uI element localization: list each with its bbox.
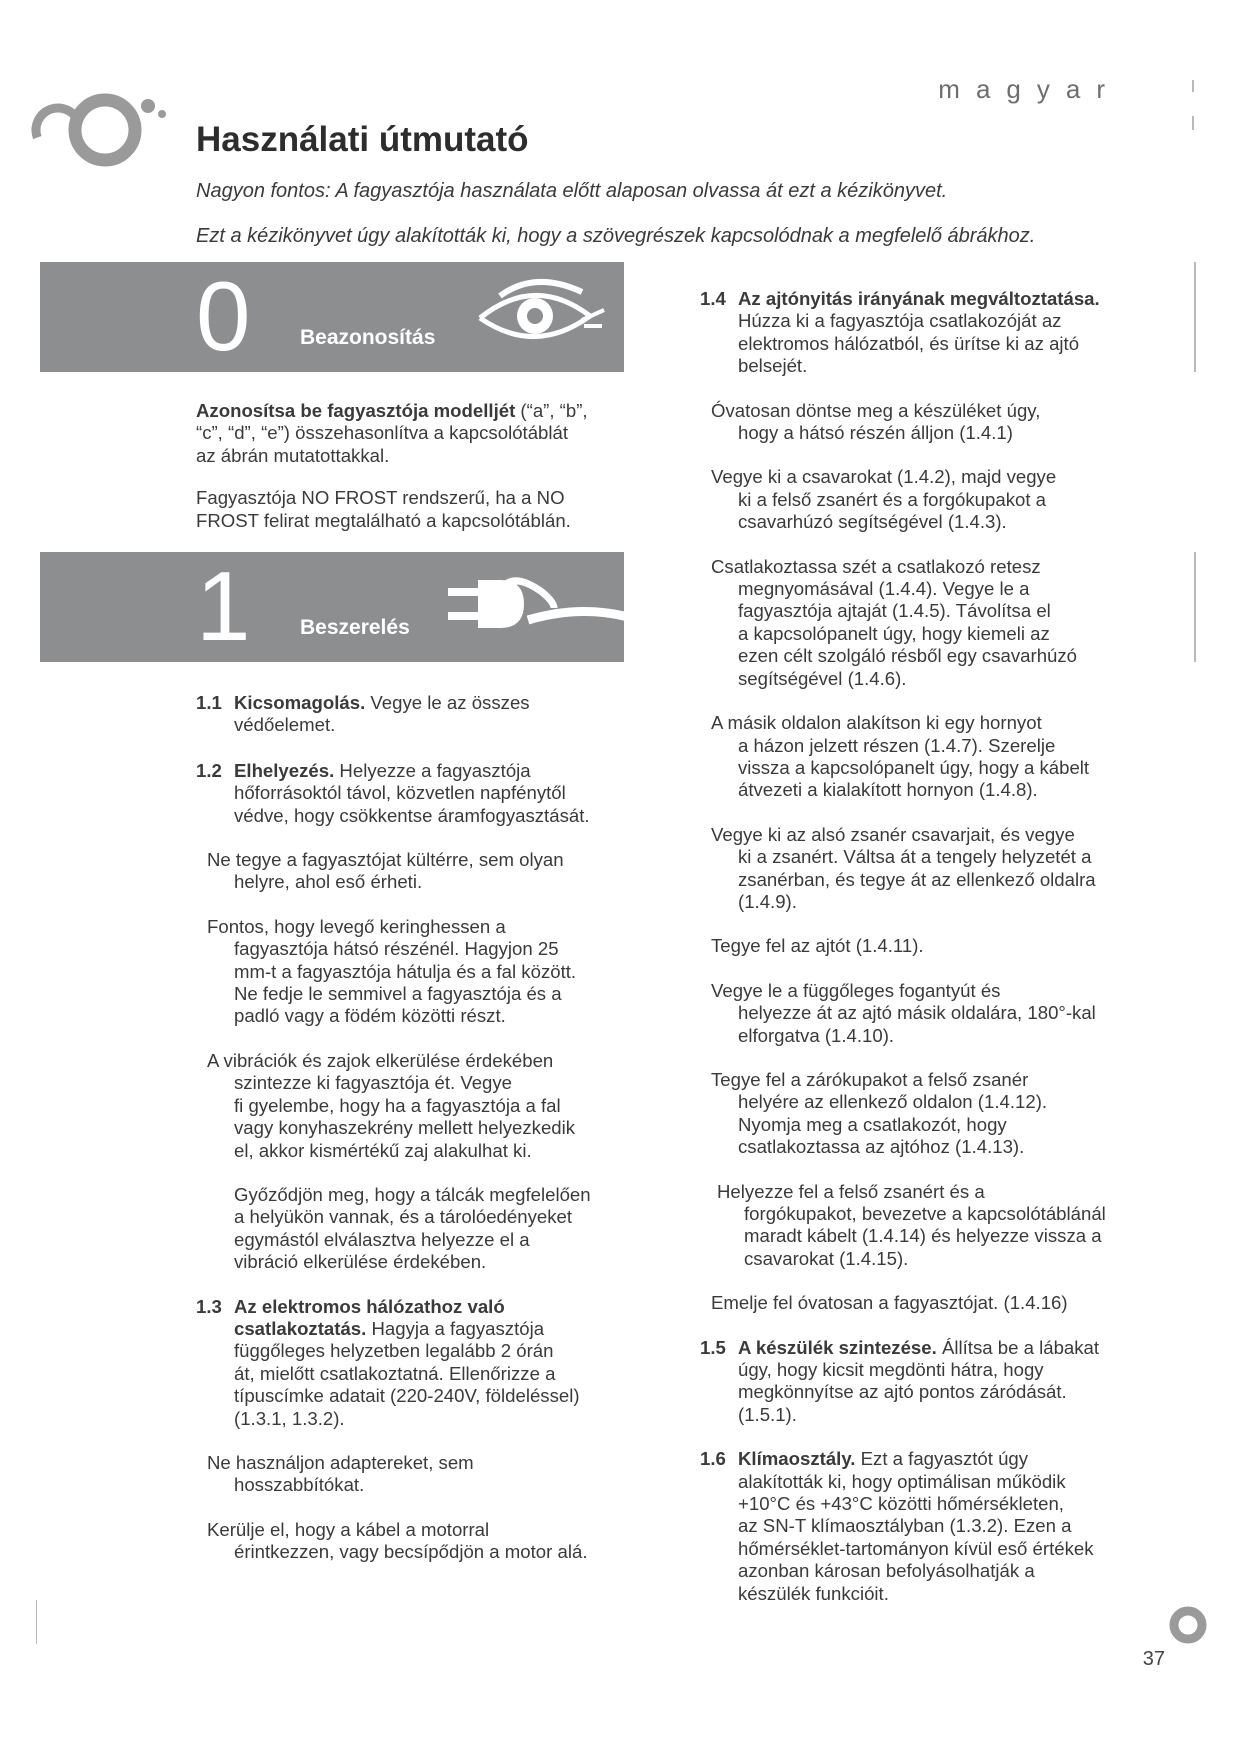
item-heading: Elhelyezés. bbox=[234, 759, 335, 781]
edge-mark bbox=[1192, 80, 1194, 92]
cable-paragraph bbox=[207, 1519, 636, 1564]
text-line: függőleges helyzetben legalább 2 órán bbox=[234, 1340, 554, 1362]
hinge-paragraph bbox=[711, 824, 1160, 914]
text-line: Húzza ki a fagyasztója csatlakozóját az bbox=[738, 310, 1062, 332]
text-line: elforgatva (1.4.10). bbox=[738, 1024, 895, 1046]
section-0-banner bbox=[40, 262, 624, 372]
text-line: belsejét. bbox=[738, 355, 808, 377]
text-line: ki a zsanért. Váltsa át a tengely helyzetét a bbox=[738, 846, 1092, 868]
text-line: Tegye fel az ajtót (1.4.11). bbox=[711, 935, 924, 957]
item-1-6 bbox=[700, 1448, 1160, 1605]
text-line: Tegye fel a zárókupakot a felső zsanér bbox=[711, 1068, 1029, 1090]
section-0-text bbox=[196, 400, 636, 532]
text-line: Fagyasztója NO FROST rendszerű, ha a NO bbox=[196, 487, 565, 509]
text-line: alakították ki, hogy optimálisan működik bbox=[738, 1470, 1066, 1492]
text-line: helyre, ahol eső érheti. bbox=[234, 871, 423, 893]
groove-paragraph bbox=[711, 712, 1160, 802]
text-line: át, mielőtt csatlakoztatná. Ellenőrizze a bbox=[234, 1362, 556, 1384]
edge-mark bbox=[36, 1600, 37, 1644]
language-label: magyar bbox=[938, 74, 1121, 104]
text-line: csavarhúzó segítségével (1.4.3). bbox=[738, 511, 1007, 533]
text-line: zsanérban, és tegye át az ellenkező oldalra bbox=[738, 868, 1096, 890]
text-line: a házon jelzett részen (1.4.7). Szerelje bbox=[738, 734, 1056, 756]
text-line: vibráció elkerülése érdekében. bbox=[234, 1251, 487, 1273]
text-line: fi gyelembe, hogy ha a fagyasztója a fal bbox=[234, 1094, 561, 1116]
section-1-banner bbox=[40, 552, 624, 662]
text-line: szintezze ki fagyasztója ét. Vegye bbox=[234, 1072, 513, 1094]
text-line: egymástól elválasztva helyezze el a bbox=[234, 1228, 530, 1250]
cap-paragraph bbox=[711, 1069, 1160, 1159]
text-line: Ne tegye a fagyasztójat kültérre, sem olyan bbox=[207, 849, 564, 871]
item-heading: Klímaosztály. bbox=[738, 1448, 856, 1470]
item-number: 1.2 bbox=[196, 759, 222, 781]
text-line: csavarokat (1.4.15). bbox=[744, 1247, 909, 1269]
text-line: (1.5.1). bbox=[738, 1403, 797, 1425]
text-line: helyére az ellenkező oldalon (1.4.12). bbox=[738, 1091, 1048, 1113]
text-line: forgókupakot, bevezetve a kapcsolótáblánál bbox=[744, 1203, 1106, 1224]
text-line: Csatlakoztassa szét a csatlakozó retesz bbox=[711, 555, 1041, 577]
text-line: A vibrációk és zajok elkerülése érdekében bbox=[207, 1049, 554, 1071]
text-line: készülék funkcióit. bbox=[738, 1582, 889, 1604]
text-line: Ne használjon adaptereket, sem bbox=[207, 1451, 474, 1473]
text-line: ki a felső zsanért és a forgókupakot a bbox=[738, 488, 1047, 510]
text-line: átvezeti a kialakított hornyon (1.4.8). bbox=[738, 779, 1038, 801]
text-line: vagy konyhaszekrény mellett helyezkedik bbox=[234, 1117, 576, 1139]
text-line: A másik oldalon alakítson ki egy hornyot bbox=[711, 712, 1042, 734]
text-line: Ne fedje le semmivel a fagyasztója és a bbox=[234, 983, 562, 1005]
text-line: a helyükön vannak, és a tárolóedényeket bbox=[234, 1206, 573, 1228]
text-line: Fontos, hogy levegő keringhessen a bbox=[207, 915, 506, 937]
text-line: Óvatosan döntse meg a készüléket úgy, bbox=[711, 399, 1041, 421]
text-line: “c”, “d”, “e”) összehasonlítva a kapcsolótáblát bbox=[196, 422, 569, 444]
text-line: hőmérséklet-tartományon kívül eső értékek bbox=[738, 1537, 1094, 1559]
text-line: Kerülje el, hogy a kábel a motorral bbox=[207, 1518, 490, 1540]
screws-paragraph bbox=[711, 466, 1160, 533]
text-line: hosszabbítókat. bbox=[234, 1474, 365, 1496]
intro-important: Nagyon fontos: A fagyasztója használata előtt alaposan olvassa át ezt a kézikönyvet. bbox=[196, 180, 948, 202]
text-line: mm-t a fagyasztója hátulja és a fal között. bbox=[234, 960, 577, 982]
section-number: 0 bbox=[196, 262, 251, 371]
item-1-4 bbox=[700, 288, 1160, 378]
text-line: érintkezzen, vagy becsípődjön a motor alá. bbox=[234, 1541, 588, 1563]
item-number: 1.5 bbox=[700, 1336, 726, 1358]
item-1-2 bbox=[196, 760, 636, 827]
text-line: Helyezze a fagyasztója bbox=[334, 759, 531, 781]
text-line: maradt kábelt (1.4.14) és helyezze vissza a bbox=[744, 1225, 1102, 1247]
text-line: elektromos hálózatból, és ürítse ki az ajtó bbox=[738, 332, 1080, 354]
item-1-3 bbox=[196, 1296, 636, 1430]
lift-paragraph bbox=[711, 1292, 1160, 1314]
item-1-1 bbox=[196, 692, 636, 737]
edge-mark bbox=[1194, 262, 1196, 372]
text-line: +10°C és +43°C közötti hőmérsékleten, bbox=[738, 1493, 1064, 1515]
text-line: fagyasztója hátsó részénél. Hagyjon 25 bbox=[234, 938, 559, 960]
text-line: helyezze át az ajtó másik oldalára, 180°-kal bbox=[738, 1002, 1096, 1024]
trays-paragraph bbox=[234, 1184, 636, 1274]
section-label: Beazonosítás bbox=[300, 326, 436, 349]
text-line: hőforrásoktól távol, közvetlen napfénytől bbox=[234, 782, 566, 804]
text-line: el, akkor kismértékű zaj alakulhat ki. bbox=[234, 1139, 532, 1161]
text-line: Győződjön meg, hogy a tálcák megfelelően bbox=[234, 1183, 591, 1205]
item-number: 1.4 bbox=[700, 288, 726, 309]
text-line: megnyomásával (1.4.4). Vegye le a bbox=[738, 578, 1030, 600]
text-line: védőelemet. bbox=[234, 714, 336, 736]
item-heading: csatlakoztatás. bbox=[234, 1317, 367, 1339]
brand-logo-icon bbox=[30, 70, 180, 180]
text-line: Vegye ki a csavarokat (1.4.2), majd vegye bbox=[711, 466, 1057, 488]
refit-paragraph bbox=[717, 1181, 1160, 1271]
outdoor-paragraph bbox=[207, 849, 636, 894]
text-line: Hagyja a fagyasztója bbox=[366, 1317, 545, 1339]
item-number: 1.6 bbox=[700, 1448, 726, 1470]
item-1-5 bbox=[700, 1337, 1160, 1427]
text-line: (1.3.1, 1.3.2). bbox=[234, 1407, 345, 1429]
text-line: Ezt a fagyasztót úgy bbox=[855, 1448, 1029, 1470]
text-line: az SN-T klímaosztályban (1.3.2). Ezen a bbox=[738, 1515, 1072, 1537]
text-line: úgy, hogy kicsit megdönti hátra, hogy bbox=[738, 1359, 1044, 1381]
identify-bold: Azonosítsa be fagyasztója modelljét bbox=[196, 400, 516, 421]
item-number: 1.1 bbox=[196, 692, 222, 713]
text-line: Emelje fel óvatosan a fagyasztójat. (1.4.16) bbox=[711, 1292, 1068, 1314]
text-line: (“a”, “b”, bbox=[515, 400, 588, 421]
item-heading: Az ajtónyitás irányának megváltoztatása. bbox=[738, 288, 1100, 309]
item-heading: Az elektromos hálózathoz való bbox=[234, 1295, 505, 1317]
text-line: Vegye ki az alsó zsanér csavarjait, és vegye bbox=[711, 823, 1075, 845]
text-line: védve, hogy csökkentse áramfogyasztását. bbox=[234, 804, 590, 826]
text-line: vissza a kapcsolópanelt úgy, hogy a kábelt bbox=[738, 756, 1090, 778]
item-heading: Kicsomagolás. bbox=[234, 692, 366, 713]
text-line: Helyezze fel a felső zsanért és a bbox=[717, 1180, 985, 1202]
text-line: fagyasztója ajtaját (1.4.5). Távolítsa el bbox=[738, 600, 1051, 622]
door-paragraph bbox=[711, 935, 1160, 957]
air-paragraph bbox=[207, 916, 636, 1028]
tilt-paragraph bbox=[711, 400, 1160, 445]
corner-circle-icon bbox=[1167, 1604, 1209, 1646]
text-line: Vegye le az összes bbox=[365, 692, 530, 713]
text-line: csatlakoztassa az ajtóhoz (1.4.13). bbox=[738, 1136, 1025, 1158]
text-line: megkönnyítse az ajtó pontos záródását. bbox=[738, 1381, 1067, 1403]
identify-paragraph bbox=[196, 400, 636, 467]
eye-icon bbox=[470, 276, 610, 356]
page-number: 37 bbox=[1142, 1648, 1165, 1670]
text-line: az ábrán mutatottakkal. bbox=[196, 444, 390, 466]
edge-mark bbox=[1194, 552, 1196, 662]
text-line: segítségével (1.4.6). bbox=[738, 667, 907, 689]
handle-paragraph bbox=[711, 980, 1160, 1047]
page-title: Használati útmutató bbox=[196, 120, 529, 159]
vibration-paragraph bbox=[207, 1050, 636, 1162]
text-line: FROST felirat megtalálható a kapcsolótáblán. bbox=[196, 509, 571, 531]
text-line: Állítsa be a lábakat bbox=[936, 1336, 1100, 1358]
disconnect-paragraph bbox=[711, 556, 1160, 690]
adapter-paragraph bbox=[207, 1452, 636, 1497]
item-number: 1.3 bbox=[196, 1295, 222, 1317]
item-heading: A készülék szintezése. bbox=[738, 1336, 937, 1358]
text-line: hogy a hátsó részén álljon (1.4.1) bbox=[738, 422, 1013, 444]
section-label: Beszerelés bbox=[300, 616, 410, 639]
intro-structure: Ezt a kézikönyvet úgy alakították ki, hogy a szövegrészek kapcsolódnak a megfelelő ábrákhoz. bbox=[196, 225, 1036, 247]
section-1-text bbox=[196, 692, 636, 1564]
text-line: ezen célt szolgáló résből egy csavarhúzó bbox=[738, 645, 1078, 667]
nofrost-paragraph bbox=[196, 487, 636, 532]
section-number: 1 bbox=[196, 552, 251, 661]
plug-icon bbox=[442, 566, 624, 646]
text-line: típuscímke adatait (220-240V, földeléssel) bbox=[234, 1385, 580, 1407]
right-column bbox=[700, 288, 1160, 1605]
text-line: azonban károsan befolyásolhatják a bbox=[738, 1560, 1035, 1582]
text-line: padló vagy a födém közötti részt. bbox=[234, 1005, 506, 1027]
edge-mark bbox=[1192, 116, 1194, 130]
text-line: Vegye le a függőleges fogantyút és bbox=[711, 979, 1001, 1001]
text-line: a kapcsolópanelt úgy, hogy kiemeli az bbox=[738, 622, 1050, 644]
text-line: (1.4.9). bbox=[738, 890, 797, 912]
text-line: Nyomja meg a csatlakozót, hogy bbox=[738, 1113, 1007, 1135]
